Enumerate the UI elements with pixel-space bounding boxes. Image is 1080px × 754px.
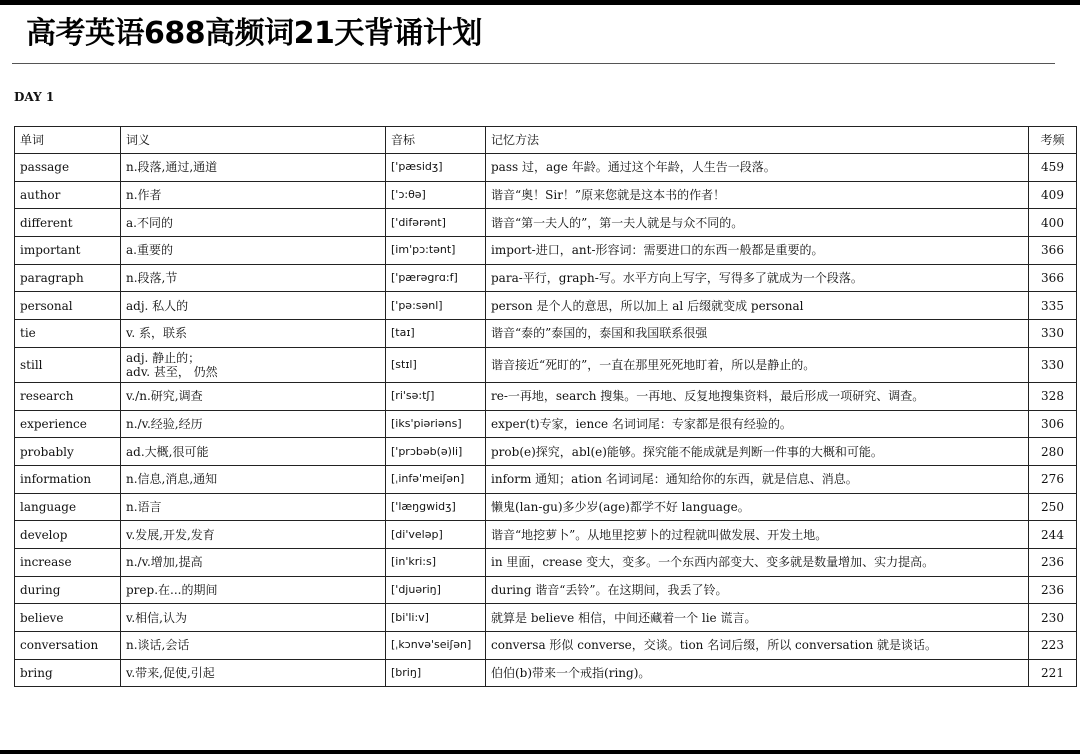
phonetic-cell: ['djuəriŋ] bbox=[386, 576, 486, 604]
table-row bbox=[15, 465, 1077, 493]
phonetic-cell: [taɪ] bbox=[386, 320, 486, 348]
meaning-line: a.不同的 bbox=[126, 215, 173, 230]
frequency-cell: 328 bbox=[1029, 382, 1077, 410]
table-row bbox=[15, 382, 1077, 410]
table-row bbox=[15, 438, 1077, 466]
meaning-line: n.作者 bbox=[126, 188, 162, 203]
frequency-cell: 330 bbox=[1029, 320, 1077, 348]
meaning-cell bbox=[121, 465, 386, 493]
memory-cell: 伯伯(b)带来一个戒指(ring)。 bbox=[486, 659, 1029, 687]
bottom-border bbox=[0, 750, 1080, 754]
memory-cell: prob(e)探究，abl(e)能够。探究能不能成就是判断一件事的大概和可能。 bbox=[486, 438, 1029, 466]
table-row bbox=[15, 237, 1077, 265]
meaning-line: n.段落,通过,通道 bbox=[126, 160, 218, 175]
frequency-cell: 280 bbox=[1029, 438, 1077, 466]
phonetic-cell: ['ɔ:θə] bbox=[386, 181, 486, 209]
word-cell: important bbox=[15, 237, 121, 265]
meaning-cell bbox=[121, 347, 386, 382]
phonetic-cell: ['pə:sənl] bbox=[386, 292, 486, 320]
memory-cell: 就算是 believe 相信，中间还藏着一个 lie 谎言。 bbox=[486, 604, 1029, 632]
word-cell: experience bbox=[15, 410, 121, 438]
word-cell: believe bbox=[15, 604, 121, 632]
memory-cell: inform 通知；ation 名词词尾：通知给你的东西，就是信息、消息。 bbox=[486, 465, 1029, 493]
meaning-line: n./v.经验,经历 bbox=[126, 416, 203, 431]
meaning-line: v./n.研究,调查 bbox=[126, 389, 203, 404]
memory-cell: 谐音“奥！Sir！”原来您就是这本书的作者！ bbox=[486, 181, 1029, 209]
table-row bbox=[15, 347, 1077, 382]
meaning-cell bbox=[121, 292, 386, 320]
meaning-cell bbox=[121, 576, 386, 604]
memory-cell: during 谐音“丢铃”。在这期间，我丢了铃。 bbox=[486, 576, 1029, 604]
word-cell: author bbox=[15, 181, 121, 209]
word-cell: different bbox=[15, 209, 121, 237]
word-cell: tie bbox=[15, 320, 121, 348]
memory-cell: pass 过，age 年龄。通过这个年龄，人生告一段落。 bbox=[486, 154, 1029, 182]
phonetic-cell: [in'kri:s] bbox=[386, 548, 486, 576]
memory-cell: 谐音“第一夫人的”，第一夫人就是与众不同的。 bbox=[486, 209, 1029, 237]
meaning-cell bbox=[121, 493, 386, 521]
header-frequency: 考频 bbox=[1029, 127, 1077, 154]
meaning-cell bbox=[121, 438, 386, 466]
table-header-row bbox=[15, 127, 1077, 154]
frequency-cell: 223 bbox=[1029, 632, 1077, 660]
phonetic-cell: [briŋ] bbox=[386, 659, 486, 687]
table-row bbox=[15, 521, 1077, 549]
memory-cell: para-平行，graph-写。水平方向上写字，写得多了就成为一个段落。 bbox=[486, 264, 1029, 292]
meaning-cell bbox=[121, 320, 386, 348]
header-phonetic: 音标 bbox=[386, 127, 486, 154]
word-cell: develop bbox=[15, 521, 121, 549]
page-title: 高考英语688高频词21天背诵计划 bbox=[26, 16, 482, 51]
phonetic-cell: [iks'piəriəns] bbox=[386, 410, 486, 438]
table-body bbox=[15, 154, 1077, 687]
table-row bbox=[15, 410, 1077, 438]
memory-cell: import-进口，ant-形容词：需要进口的东西一般都是重要的。 bbox=[486, 237, 1029, 265]
table-row bbox=[15, 604, 1077, 632]
phonetic-cell: ['prɔbəb(ə)li] bbox=[386, 438, 486, 466]
meaning-line: adv. 甚至， 仍然 bbox=[126, 364, 218, 379]
memory-cell: 谐音“地挖萝卜”。从地里挖萝卜的过程就叫做发展、开发土地。 bbox=[486, 521, 1029, 549]
table-row bbox=[15, 209, 1077, 237]
frequency-cell: 250 bbox=[1029, 493, 1077, 521]
word-cell: passage bbox=[15, 154, 121, 182]
table-row bbox=[15, 493, 1077, 521]
memory-cell: 懒鬼(lan-gu)多少岁(age)都学不好 language。 bbox=[486, 493, 1029, 521]
table-row bbox=[15, 181, 1077, 209]
table-row bbox=[15, 154, 1077, 182]
word-cell: increase bbox=[15, 548, 121, 576]
meaning-cell bbox=[121, 604, 386, 632]
phonetic-cell: [ˌinfə'meiʃən] bbox=[386, 465, 486, 493]
phonetic-cell: ['difərənt] bbox=[386, 209, 486, 237]
meaning-cell bbox=[121, 237, 386, 265]
table-row bbox=[15, 548, 1077, 576]
word-cell: conversation bbox=[15, 632, 121, 660]
meaning-line: v.相信,认为 bbox=[126, 610, 187, 625]
phonetic-cell: ['pæsidʒ] bbox=[386, 154, 486, 182]
table-row bbox=[15, 320, 1077, 348]
header-memory: 记忆方法 bbox=[486, 127, 1029, 154]
frequency-cell: 400 bbox=[1029, 209, 1077, 237]
title-divider bbox=[12, 63, 1055, 64]
frequency-cell: 409 bbox=[1029, 181, 1077, 209]
frequency-cell: 330 bbox=[1029, 347, 1077, 382]
meaning-cell bbox=[121, 410, 386, 438]
meaning-line: ad.大概,很可能 bbox=[126, 444, 209, 459]
frequency-cell: 459 bbox=[1029, 154, 1077, 182]
meaning-cell bbox=[121, 209, 386, 237]
memory-cell: exper(t)专家，ience 名词词尾：专家都是很有经验的。 bbox=[486, 410, 1029, 438]
word-cell: probably bbox=[15, 438, 121, 466]
day-label: DAY 1 bbox=[14, 90, 55, 104]
frequency-cell: 306 bbox=[1029, 410, 1077, 438]
memory-cell: re-一再地，search 搜集。一再地、反复地搜集资料，最后形成一项研究、调查。 bbox=[486, 382, 1029, 410]
meaning-cell bbox=[121, 548, 386, 576]
vocabulary-table bbox=[14, 126, 1077, 687]
frequency-cell: 221 bbox=[1029, 659, 1077, 687]
meaning-line: v.发展,开发,发育 bbox=[126, 527, 215, 542]
meaning-line: n./v.增加,提高 bbox=[126, 555, 203, 570]
meaning-line: n.段落,节 bbox=[126, 271, 178, 286]
phonetic-cell: [im'pɔ:tənt] bbox=[386, 237, 486, 265]
frequency-cell: 230 bbox=[1029, 604, 1077, 632]
phonetic-cell: [di'veləp] bbox=[386, 521, 486, 549]
meaning-line: adj. 静止的； bbox=[126, 350, 201, 365]
word-cell: information bbox=[15, 465, 121, 493]
meaning-line: n.语言 bbox=[126, 499, 162, 514]
meaning-line: n.信息,消息,通知 bbox=[126, 472, 218, 487]
meaning-cell bbox=[121, 264, 386, 292]
memory-cell: 谐音“泰的”泰国的，泰国和我国联系很强 bbox=[486, 320, 1029, 348]
meaning-cell bbox=[121, 154, 386, 182]
phonetic-cell: [ri'sə:tʃ] bbox=[386, 382, 486, 410]
memory-cell: 谐音接近“死盯的”，一直在那里死死地盯着，所以是静止的。 bbox=[486, 347, 1029, 382]
frequency-cell: 276 bbox=[1029, 465, 1077, 493]
top-border bbox=[0, 0, 1080, 5]
table-row bbox=[15, 292, 1077, 320]
table-row bbox=[15, 659, 1077, 687]
frequency-cell: 366 bbox=[1029, 264, 1077, 292]
word-cell: research bbox=[15, 382, 121, 410]
frequency-cell: 236 bbox=[1029, 548, 1077, 576]
word-cell: paragraph bbox=[15, 264, 121, 292]
memory-cell: conversa 形似 converse，交谈。tion 名词后缀，所以 conversation 就是谈话。 bbox=[486, 632, 1029, 660]
meaning-line: a.重要的 bbox=[126, 243, 173, 258]
phonetic-cell: ['læŋgwidʒ] bbox=[386, 493, 486, 521]
frequency-cell: 366 bbox=[1029, 237, 1077, 265]
table-row bbox=[15, 264, 1077, 292]
meaning-line: prep.在...的期间 bbox=[126, 582, 218, 597]
meaning-cell bbox=[121, 659, 386, 687]
word-cell: bring bbox=[15, 659, 121, 687]
meaning-cell bbox=[121, 521, 386, 549]
memory-cell: person 是个人的意思，所以加上 al 后缀就变成 personal bbox=[486, 292, 1029, 320]
frequency-cell: 335 bbox=[1029, 292, 1077, 320]
word-cell: during bbox=[15, 576, 121, 604]
memory-cell: in 里面，crease 变大，变多。一个东西内部变大、变多就是数量增加、实力提高。 bbox=[486, 548, 1029, 576]
word-cell: personal bbox=[15, 292, 121, 320]
phonetic-cell: [stɪl] bbox=[386, 347, 486, 382]
meaning-line: v. 系，联系 bbox=[126, 326, 187, 341]
phonetic-cell: ['pærəgrɑ:f] bbox=[386, 264, 486, 292]
meaning-line: adj. 私人的 bbox=[126, 298, 189, 313]
phonetic-cell: [bi'li:v] bbox=[386, 604, 486, 632]
header-word: 单词 bbox=[15, 127, 121, 154]
frequency-cell: 244 bbox=[1029, 521, 1077, 549]
meaning-line: v.带来,促使,引起 bbox=[126, 666, 215, 681]
word-cell: language bbox=[15, 493, 121, 521]
frequency-cell: 236 bbox=[1029, 576, 1077, 604]
meaning-line: n.谈话,会话 bbox=[126, 638, 190, 653]
header-meaning: 词义 bbox=[121, 127, 386, 154]
table-row bbox=[15, 632, 1077, 660]
table-row bbox=[15, 576, 1077, 604]
phonetic-cell: [ˌkɔnvə'seiʃən] bbox=[386, 632, 486, 660]
meaning-cell bbox=[121, 382, 386, 410]
meaning-cell bbox=[121, 632, 386, 660]
meaning-cell bbox=[121, 181, 386, 209]
word-cell: still bbox=[15, 347, 121, 382]
